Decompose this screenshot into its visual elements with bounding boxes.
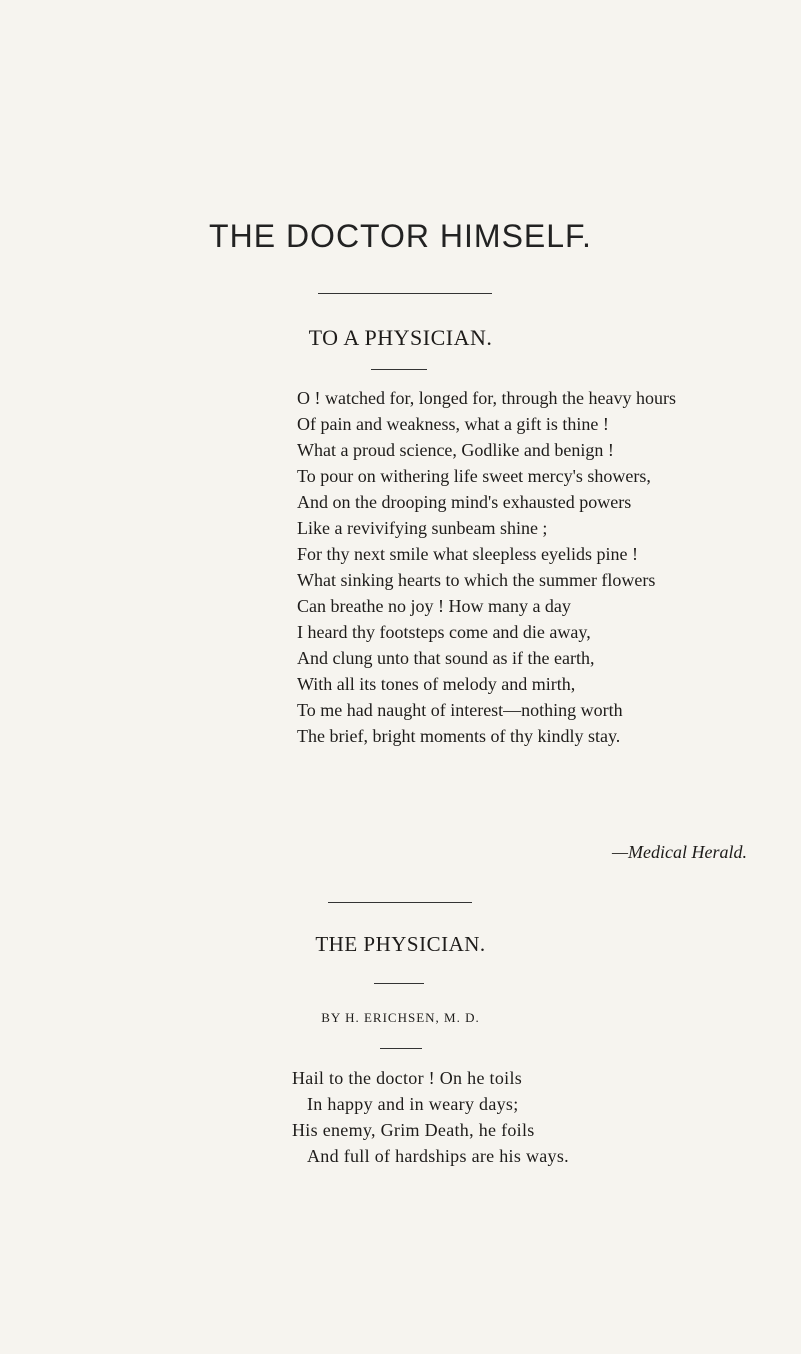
poem-line: I heard thy footsteps come and die away, [297,622,591,642]
poem-line: And on the drooping mind's exhausted powers [297,492,632,512]
poem-line: Hail to the doctor ! On he toils [292,1068,523,1088]
poem-line: What a proud science, Godlike and benign ! [297,440,614,460]
header-divider [318,293,492,294]
poem-line: Of pain and weakness, what a gift is thine ! [297,414,609,434]
poem-line: Can breathe no joy ! How many a day [297,596,571,616]
poem-line: O ! watched for, longed for, through the heavy hours [297,388,676,408]
running-header-title: THE DOCTOR HIMSELF. [209,218,592,254]
poem-line: What sinking hearts to which the summer flowers [297,570,656,590]
attribution-medical-herald: —Medical Herald. [612,842,747,862]
author-byline: BY H. ERICHSEN, M. D. [321,1010,480,1025]
poem-the-physician [0,1065,801,1169]
section-title-the-physician: THE PHYSICIAN. [315,932,486,956]
section2-title-divider [374,983,424,984]
poem-line: To me had naught of interest—nothing worth [297,700,623,720]
poem-line: Like a revivifying sunbeam shine ; [297,518,548,538]
poem-line: For thy next smile what sleepless eyelids pine ! [297,544,638,564]
poem-line: And full of hardships are his ways. [307,1146,569,1166]
poem-to-a-physician-lines [297,385,676,749]
section-divider [328,902,472,903]
poem-line: His enemy, Grim Death, he foils [292,1120,535,1140]
poem-line: The brief, bright moments of thy kindly stay. [297,726,621,746]
poem-line: With all its tones of melody and mirth, [297,674,576,694]
poem-line: And clung unto that sound as if the earth, [297,648,595,668]
byline-divider [380,1048,422,1049]
poem-line: In happy and in weary days; [307,1094,519,1114]
section-title-to-a-physician: TO A PHYSICIAN. [308,325,493,350]
poem-line: To pour on withering life sweet mercy's showers, [297,466,651,486]
section-title-divider [371,369,427,370]
